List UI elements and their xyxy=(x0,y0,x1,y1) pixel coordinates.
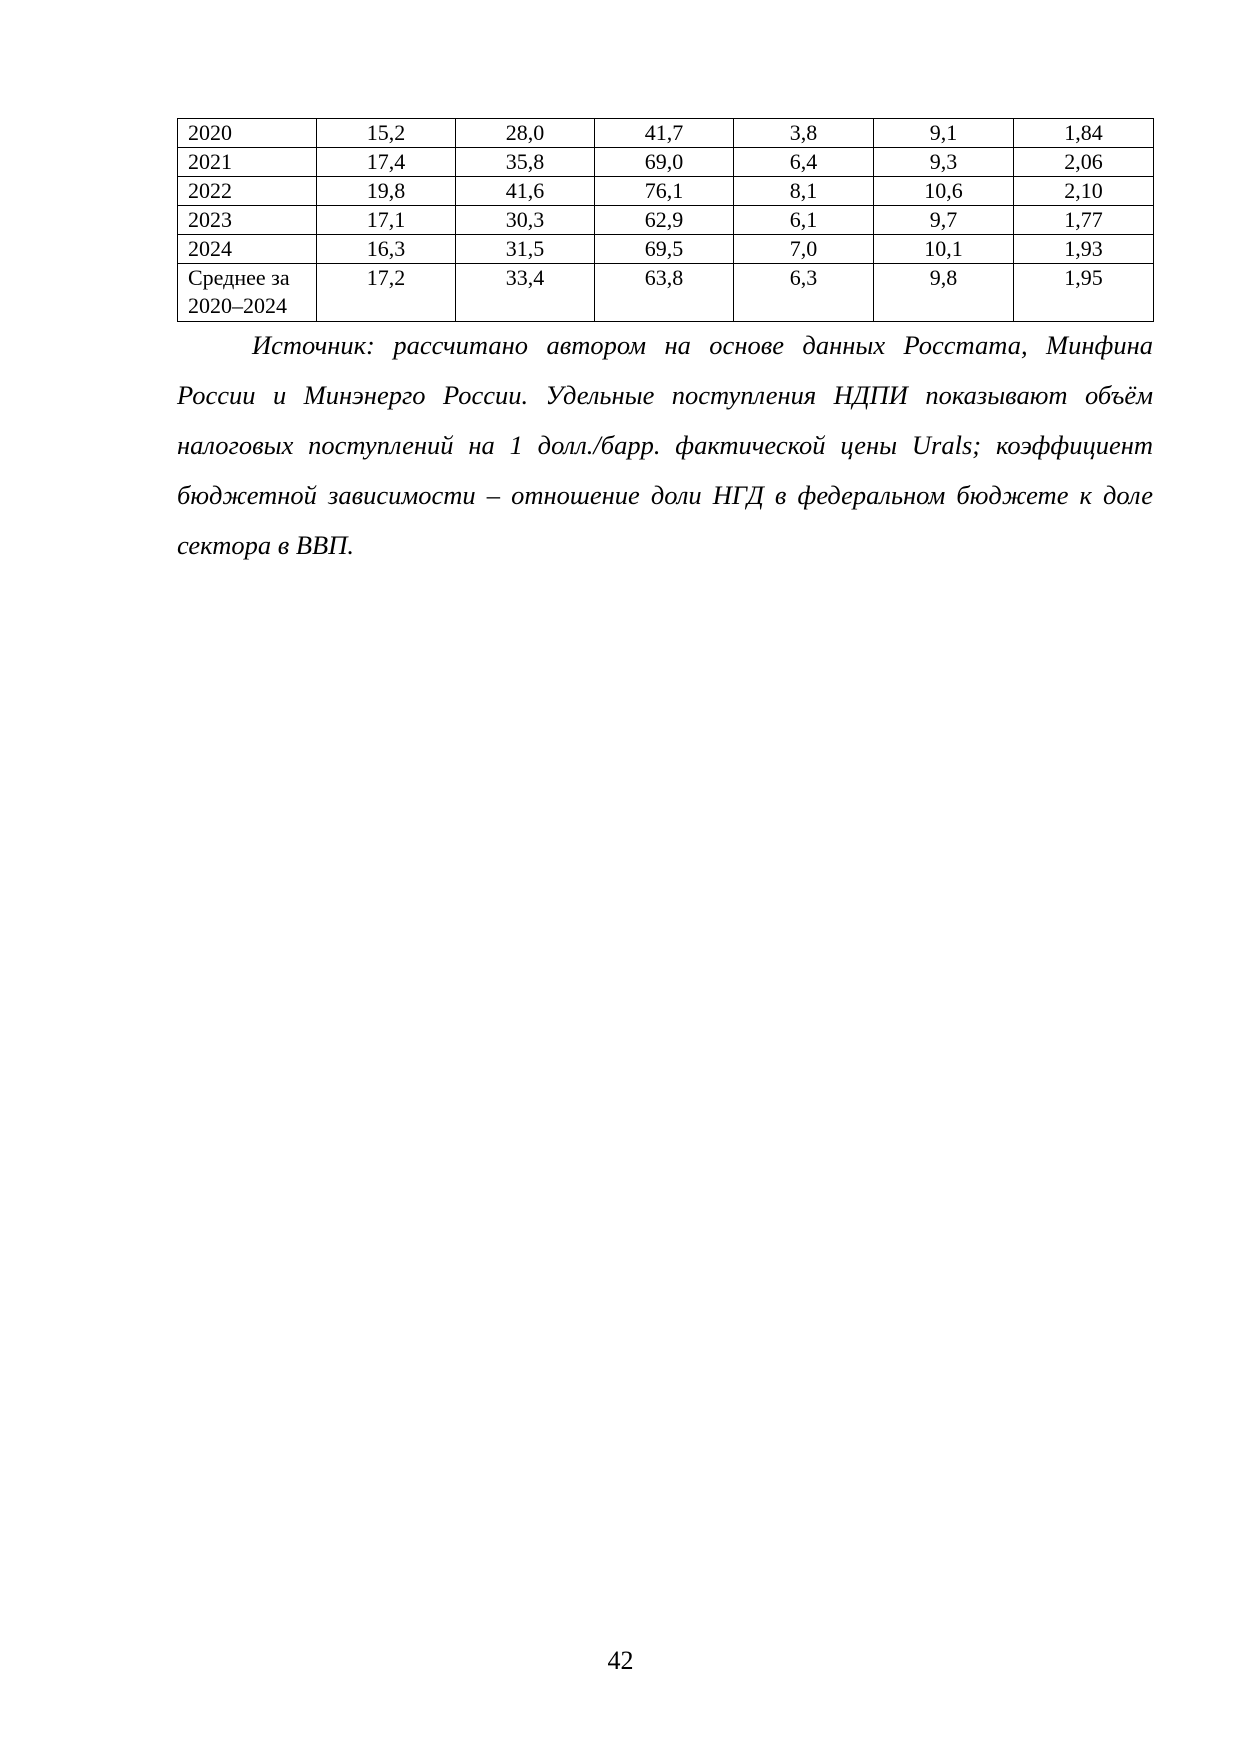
table-cell-year: 2024 xyxy=(178,235,317,264)
table-cell: 15,2 xyxy=(317,119,456,148)
table-cell: 69,0 xyxy=(595,148,734,177)
table-row xyxy=(178,235,1154,264)
table-cell: 7,0 xyxy=(734,235,874,264)
table-cell: 9,7 xyxy=(874,206,1014,235)
table-cell: 2,10 xyxy=(1014,177,1154,206)
table-cell: 69,5 xyxy=(595,235,734,264)
table-cell: 2,06 xyxy=(1014,148,1154,177)
table-cell: 1,93 xyxy=(1014,235,1154,264)
table-cell: 31,5 xyxy=(456,235,595,264)
table-cell: 76,1 xyxy=(595,177,734,206)
table-cell: 33,4 xyxy=(456,264,595,322)
table-row xyxy=(178,148,1154,177)
table-cell: 9,1 xyxy=(874,119,1014,148)
data-table xyxy=(177,118,1154,322)
table-cell: 35,8 xyxy=(456,148,595,177)
table-cell: 6,3 xyxy=(734,264,874,322)
table-cell: 17,4 xyxy=(317,148,456,177)
table-cell: 9,8 xyxy=(874,264,1014,322)
table-cell: 3,8 xyxy=(734,119,874,148)
table-cell: 63,8 xyxy=(595,264,734,322)
table-row xyxy=(178,206,1154,235)
table-cell: 1,84 xyxy=(1014,119,1154,148)
table-cell: 17,2 xyxy=(317,264,456,322)
table-cell: 1,77 xyxy=(1014,206,1154,235)
table-cell: 17,1 xyxy=(317,206,456,235)
table-cell: 28,0 xyxy=(456,119,595,148)
table-cell: 8,1 xyxy=(734,177,874,206)
table-cell-year: 2022 xyxy=(178,177,317,206)
table-row xyxy=(178,119,1154,148)
table-cell: 10,1 xyxy=(874,235,1014,264)
table-cell-year: 2020 xyxy=(178,119,317,148)
table-cell: 62,9 xyxy=(595,206,734,235)
table-cell: 6,4 xyxy=(734,148,874,177)
table-cell: 6,1 xyxy=(734,206,874,235)
table-cell: 10,6 xyxy=(874,177,1014,206)
table-row-average xyxy=(178,264,1154,322)
source-note: Источник: рассчитано автором на основе данных Росстата, Минфина России и Минэнерго России. Удельные поступления НДПИ показывают объём налоговых поступлений на 1 долл./барр. фактической цены Urals; коэффициент бюджетной зависимости – отношение доли НГД в федеральном бюджете к доле сектора в ВВП. xyxy=(177,330,1153,560)
table-cell: 30,3 xyxy=(456,206,595,235)
table-cell: 41,7 xyxy=(595,119,734,148)
table-cell-year: 2021 xyxy=(178,148,317,177)
table-cell: 41,6 xyxy=(456,177,595,206)
page-number: 42 xyxy=(607,1646,634,1675)
table-cell-year: 2023 xyxy=(178,206,317,235)
table-cell-period: Среднее за 2020–2024 xyxy=(178,264,317,322)
table-body xyxy=(178,119,1154,322)
table-cell: 9,3 xyxy=(874,148,1014,177)
table-row xyxy=(178,177,1154,206)
table-cell: 16,3 xyxy=(317,235,456,264)
table-cell: 1,95 xyxy=(1014,264,1154,322)
table-cell: 19,8 xyxy=(317,177,456,206)
